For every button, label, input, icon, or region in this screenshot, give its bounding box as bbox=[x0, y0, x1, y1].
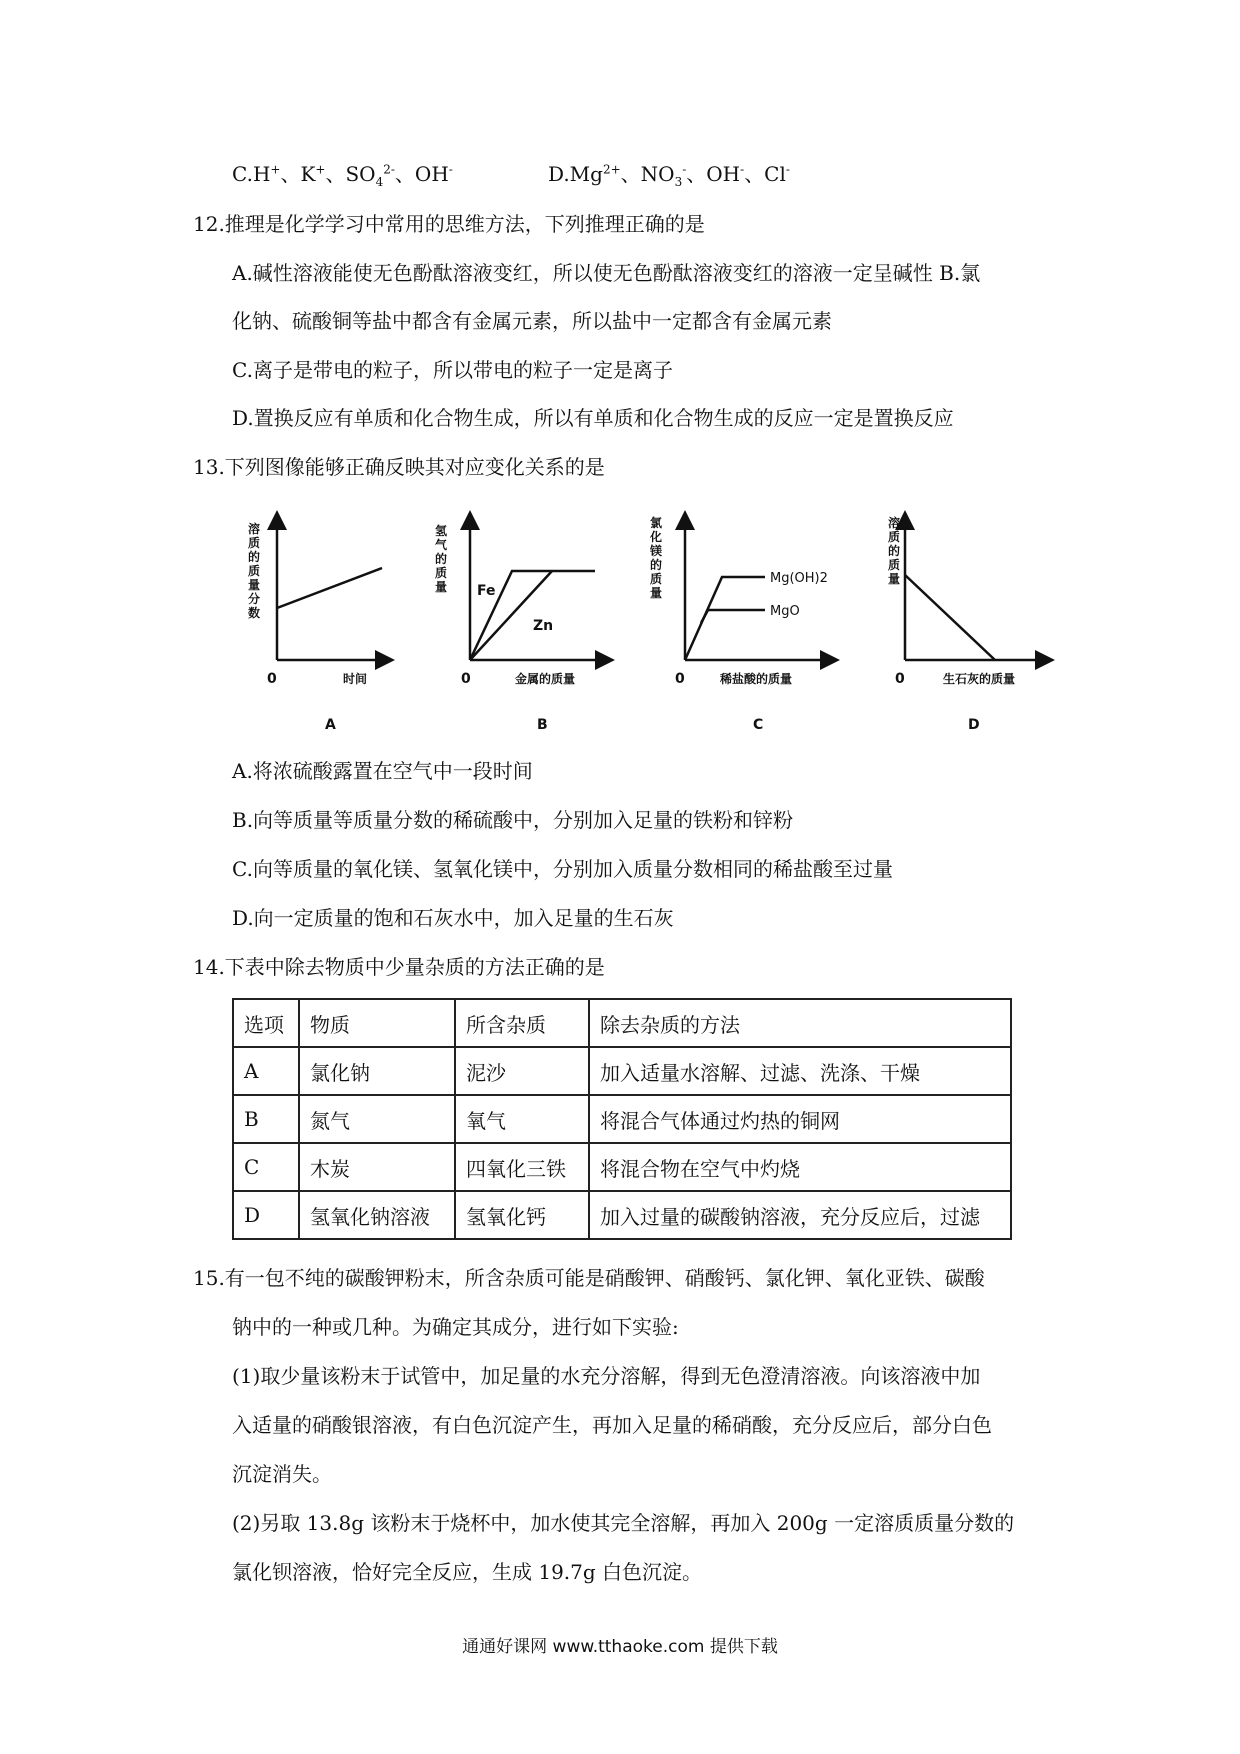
q13-graphs-svg bbox=[225, 505, 1055, 735]
graph-c-mgo-label: MgO bbox=[770, 604, 800, 619]
graph-a-ylabel-2: 质 bbox=[248, 536, 261, 550]
header-impurity: 所含杂质 bbox=[455, 999, 589, 1047]
q13-option-c: C.向等质量的氧化镁、氢氧化镁中，分别加入质量分数相同的稀盐酸至过量 bbox=[232, 857, 893, 881]
graph-d-ylabel-1: 溶 bbox=[888, 516, 901, 530]
graph-a-ylabel-4: 质 bbox=[248, 564, 261, 578]
graph-d bbox=[888, 515, 1045, 733]
graph-c-origin: 0 bbox=[675, 671, 685, 687]
q12-option-b: 化钠、硫酸铜等盐中都含有金属元素，所以盐中一定都含有金属元素 bbox=[232, 309, 832, 333]
graph-a-ylabel-6: 分 bbox=[248, 592, 261, 606]
graph-a-ylabel-1: 溶 bbox=[248, 522, 261, 536]
graph-d-xlabel: 生石灰的质量 bbox=[943, 672, 1016, 686]
cell-impurity: 四氧化三铁 bbox=[455, 1143, 589, 1191]
q12-stem: 12.推理是化学学习中常用的思维方法，下列推理正确的是 bbox=[193, 212, 705, 236]
q13-stem: 13.下列图像能够正确反映其对应变化关系的是 bbox=[193, 455, 605, 479]
graph-b-zn-label: Zn bbox=[533, 618, 554, 634]
cell-method: 加入过量的碳酸钠溶液，充分反应后，过滤 bbox=[589, 1191, 1011, 1239]
graph-d-ylabel-3: 的 bbox=[888, 544, 901, 558]
cell-option: A bbox=[233, 1047, 299, 1095]
graph-d-ylabel-2: 质 bbox=[888, 530, 901, 544]
q12-option-d: D.置换反应有单质和化合物生成，所以有单质和化合物生成的反应一定是置换反应 bbox=[232, 406, 954, 430]
q12-option-a: A.碱性溶液能使无色酚酞溶液变红，所以使无色酚酞溶液变红的溶液一定呈碱性 B.氯 bbox=[232, 261, 981, 285]
header-method: 除去杂质的方法 bbox=[589, 999, 1011, 1047]
graph-c-ylabel-6: 量 bbox=[650, 586, 663, 600]
q14-stem: 14.下表中除去物质中少量杂质的方法正确的是 bbox=[193, 955, 605, 979]
cell-method: 将混合物在空气中灼烧 bbox=[589, 1143, 1011, 1191]
cell-option: D bbox=[233, 1191, 299, 1239]
graph-d-ylabel-5: 量 bbox=[888, 572, 901, 586]
graph-d-origin: 0 bbox=[895, 671, 905, 687]
graph-b-origin: 0 bbox=[461, 671, 471, 687]
q13-option-a: A.将浓硫酸露置在空气中一段时间 bbox=[232, 759, 533, 783]
header-substance: 物质 bbox=[299, 999, 455, 1047]
graph-d-ylabel-4: 质 bbox=[888, 558, 901, 572]
cell-option: C bbox=[233, 1143, 299, 1191]
q14-table bbox=[232, 998, 1012, 1240]
graph-b-ylabel-5: 量 bbox=[435, 580, 448, 594]
graph-a-ylabel-3: 的 bbox=[248, 550, 261, 564]
graph-c-letter: C bbox=[753, 717, 764, 733]
graph-b-fe-label: Fe bbox=[477, 583, 496, 599]
graph-a-origin: 0 bbox=[267, 671, 277, 687]
q12-option-c: C.离子是带电的粒子，所以带电的粒子一定是离子 bbox=[232, 358, 673, 382]
q13-option-d: D.向一定质量的饱和石灰水中，加入足量的生石灰 bbox=[232, 906, 674, 930]
graph-b-ylabel-1: 氢 bbox=[435, 524, 448, 538]
graph-d-letter: D bbox=[968, 717, 980, 733]
cell-substance: 氮气 bbox=[299, 1095, 455, 1143]
graph-a-line bbox=[277, 568, 382, 608]
cell-option: B bbox=[233, 1095, 299, 1143]
cell-impurity: 氧气 bbox=[455, 1095, 589, 1143]
table-header-row bbox=[233, 999, 1011, 1047]
cell-substance: 木炭 bbox=[299, 1143, 455, 1191]
graph-c bbox=[649, 515, 830, 733]
q15-stem-line2: 钠中的一种或几种。为确定其成分，进行如下实验: bbox=[232, 1315, 679, 1339]
cell-impurity: 氢氧化钙 bbox=[455, 1191, 589, 1239]
graph-c-ylabel-4: 的 bbox=[650, 558, 663, 572]
cell-method: 加入适量水溶解、过滤、洗涤、干燥 bbox=[589, 1047, 1011, 1095]
q15-part1-line2: 入适量的硝酸银溶液，有白色沉淀产生，再加入足量的稀硝酸，充分反应后，部分白色 bbox=[232, 1413, 992, 1437]
q15-part1-line3: 沉淀消失。 bbox=[232, 1462, 332, 1486]
graph-b-ylabel-2: 气 bbox=[435, 538, 448, 552]
graph-c-xlabel: 稀盐酸的质量 bbox=[720, 672, 793, 686]
page-footer: 通通好课网 www.tthaoke.com 提供下载 bbox=[462, 1637, 778, 1657]
table-row bbox=[233, 1095, 1011, 1143]
graph-a-ylabel-5: 量 bbox=[248, 578, 261, 592]
graph-b-xlabel: 金属的质量 bbox=[515, 672, 576, 686]
graph-c-mgoh2-label: Mg(OH)2 bbox=[770, 571, 828, 586]
q15-part2-line1: (2)另取 13.8g 该粉末于烧杯中，加水使其完全溶解，再加入 200g 一定溶质质量分数的 bbox=[232, 1511, 1015, 1535]
graph-a-letter: A bbox=[325, 717, 336, 733]
table-row bbox=[233, 1143, 1011, 1191]
graph-c-ylabel-1: 氯 bbox=[650, 516, 663, 530]
q15-part1-line1: (1)取少量该粉末于试管中，加足量的水充分溶解，得到无色澄清溶液。向该溶液中加 bbox=[232, 1364, 981, 1388]
graph-a-xlabel: 时间 bbox=[343, 672, 368, 686]
ion-option-c: C.H+、K+、$SO_4^{2-}$、OH- bbox=[232, 162, 453, 189]
q15-stem-line1: 15.有一包不纯的碳酸钾粉末，所含杂质可能是硝酸钾、硝酸钙、氯化钾、氧化亚铁、碳酸 bbox=[193, 1266, 985, 1290]
table-row bbox=[233, 1191, 1011, 1239]
graph-c-ylabel-2: 化 bbox=[650, 530, 663, 544]
graph-c-mgo-line bbox=[701, 610, 765, 623]
graph-b-ylabel-3: 的 bbox=[435, 552, 448, 566]
q13-graphs bbox=[225, 505, 1055, 739]
cell-impurity: 泥沙 bbox=[455, 1047, 589, 1095]
cell-method: 将混合气体通过灼热的铜网 bbox=[589, 1095, 1011, 1143]
header-option: 选项 bbox=[233, 999, 299, 1047]
graph-c-ylabel-3: 镁 bbox=[650, 544, 663, 558]
q15-part2-line2: 氯化钡溶液，恰好完全反应，生成 19.7g 白色沉淀。 bbox=[232, 1560, 703, 1584]
graph-a-ylabel-7: 数 bbox=[248, 606, 261, 620]
graph-b bbox=[435, 520, 605, 733]
ion-option-d: $D.Mg^{2+}$、$NO_3^-$、OH-、Cl- bbox=[548, 162, 790, 189]
q13-option-b: B.向等质量等质量分数的稀硫酸中，分别加入足量的铁粉和锌粉 bbox=[232, 808, 794, 832]
graph-c-ylabel-5: 质 bbox=[650, 572, 663, 586]
graph-b-letter: B bbox=[537, 717, 548, 733]
cell-substance: 氢氧化钠溶液 bbox=[299, 1191, 455, 1239]
table-row bbox=[233, 1047, 1011, 1095]
graph-b-ylabel-4: 质 bbox=[435, 566, 448, 580]
graph-d-line bbox=[905, 575, 995, 660]
graph-a bbox=[248, 520, 385, 733]
graph-c-mgoh2-line bbox=[685, 577, 765, 660]
cell-substance: 氯化钠 bbox=[299, 1047, 455, 1095]
